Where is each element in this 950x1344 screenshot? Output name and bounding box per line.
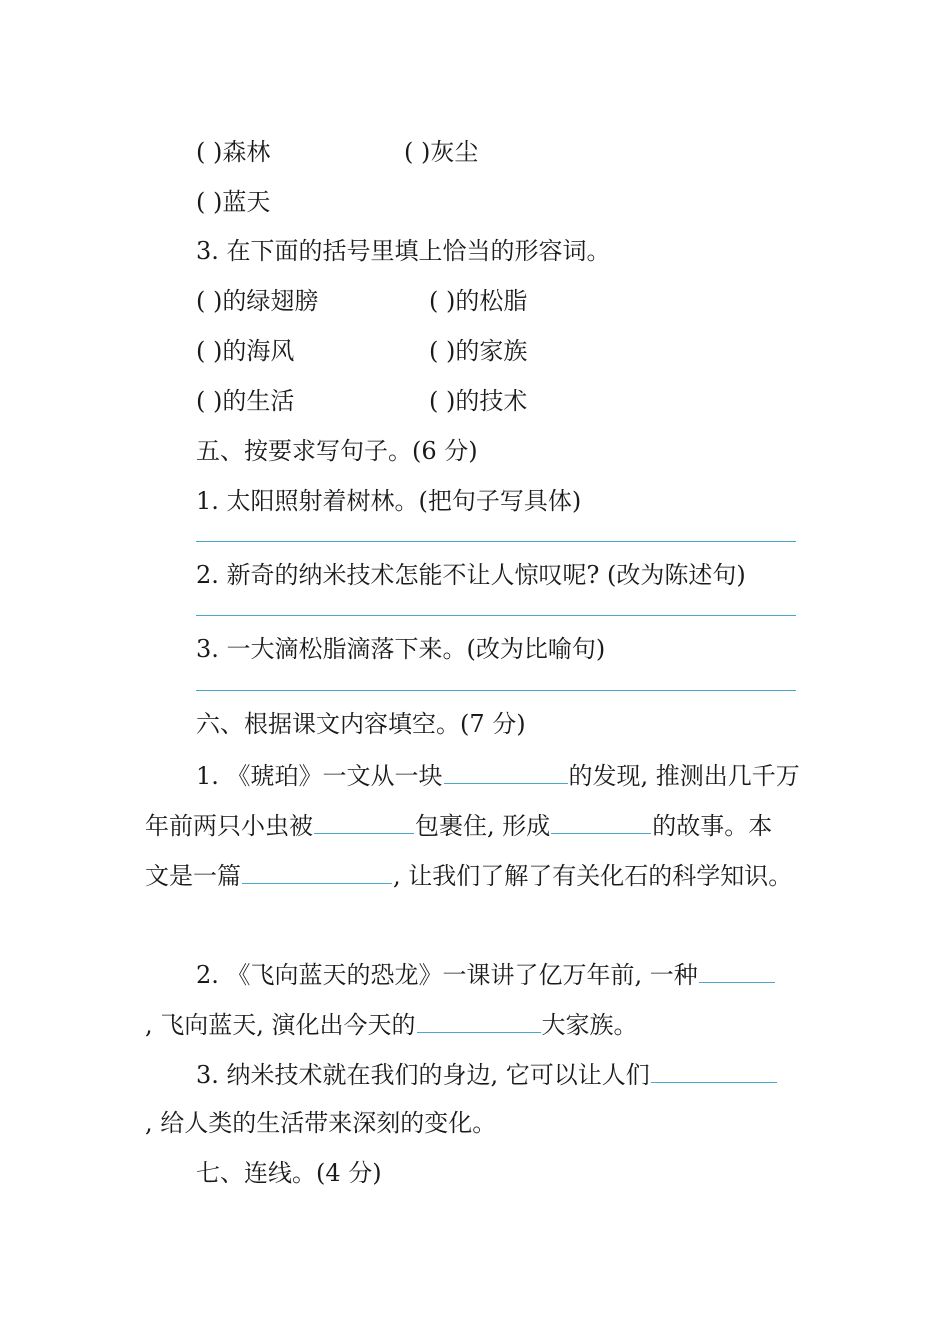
adj-fill-6: ( )的技术 <box>429 387 528 415</box>
section-5-item-1: 1. 太阳照射着树林。(把句子写具体) <box>196 487 582 515</box>
q1-text-f: 文是一篇 <box>145 862 241 890</box>
section-5-title: 五、按要求写句子。(6 分) <box>196 437 478 465</box>
q1-text-d: 包裹住, 形成 <box>415 812 551 840</box>
blank-family[interactable] <box>417 1008 541 1033</box>
blank-amber[interactable] <box>444 759 568 784</box>
q1-text-a: 1. 《琥珀》一文从一块 <box>196 762 443 790</box>
adj-fill-1: ( )的绿翅膀 <box>196 287 319 315</box>
q1-line-1 <box>196 759 800 791</box>
q2-text-a: 2. 《飞向蓝天的恐龙》一课讲了亿万年前, 一种 <box>196 961 698 989</box>
q2-text-b: , 飞向蓝天, 演化出今天的 <box>145 1011 416 1039</box>
fill-huichen: ( )灰尘 <box>404 138 479 166</box>
q1-text-c: 年前两只小虫被 <box>145 812 313 840</box>
q1-text-e: 的故事。本 <box>652 812 773 840</box>
answer-line-3[interactable] <box>196 690 796 691</box>
q2-text-c: 大家族。 <box>541 1011 638 1039</box>
section-5-item-3: 3. 一大滴松脂滴落下来。(改为比喻句) <box>196 635 606 663</box>
blank-wrapped-by[interactable] <box>314 809 414 834</box>
q2-line-2 <box>145 1008 638 1040</box>
fill-lantian: ( )蓝天 <box>196 188 271 216</box>
q1-line-3 <box>145 859 792 891</box>
adj-fill-4: ( )的家族 <box>429 337 528 365</box>
answer-line-2[interactable] <box>196 615 796 616</box>
q1-line-2 <box>145 809 772 841</box>
q3-line-1 <box>196 1058 778 1090</box>
q3-text-a: 3. 纳米技术就在我们的身边, 它可以让人们 <box>196 1061 650 1089</box>
section-5-item-2: 2. 新奇的纳米技术怎能不让人惊叹呢? (改为陈述句) <box>196 561 746 589</box>
adj-fill-5: ( )的生活 <box>196 387 295 415</box>
fill-senlin: ( )森林 <box>196 138 271 166</box>
q3-text-b: , 给人类的生活带来深刻的变化。 <box>145 1109 497 1137</box>
q2-line-1 <box>196 958 776 990</box>
blank-genre[interactable] <box>242 859 392 884</box>
adj-fill-2: ( )的松脂 <box>429 287 528 315</box>
blank-species[interactable] <box>699 958 775 983</box>
answer-line-1[interactable] <box>196 541 796 542</box>
question-3-title: 3. 在下面的括号里填上恰当的形容词。 <box>196 237 611 265</box>
q3-line-2 <box>145 1108 496 1138</box>
section-7-title: 七、连线。(4 分) <box>196 1159 382 1187</box>
blank-formed[interactable] <box>551 809 651 834</box>
q1-text-b: 的发现, 推测出几千万 <box>568 762 800 790</box>
section-6-title: 六、根据课文内容填空。(7 分) <box>196 710 526 738</box>
adj-fill-3: ( )的海风 <box>196 337 295 365</box>
q1-text-g: , 让我们了解了有关化石的科学知识。 <box>393 862 793 890</box>
blank-nano[interactable] <box>651 1058 777 1083</box>
